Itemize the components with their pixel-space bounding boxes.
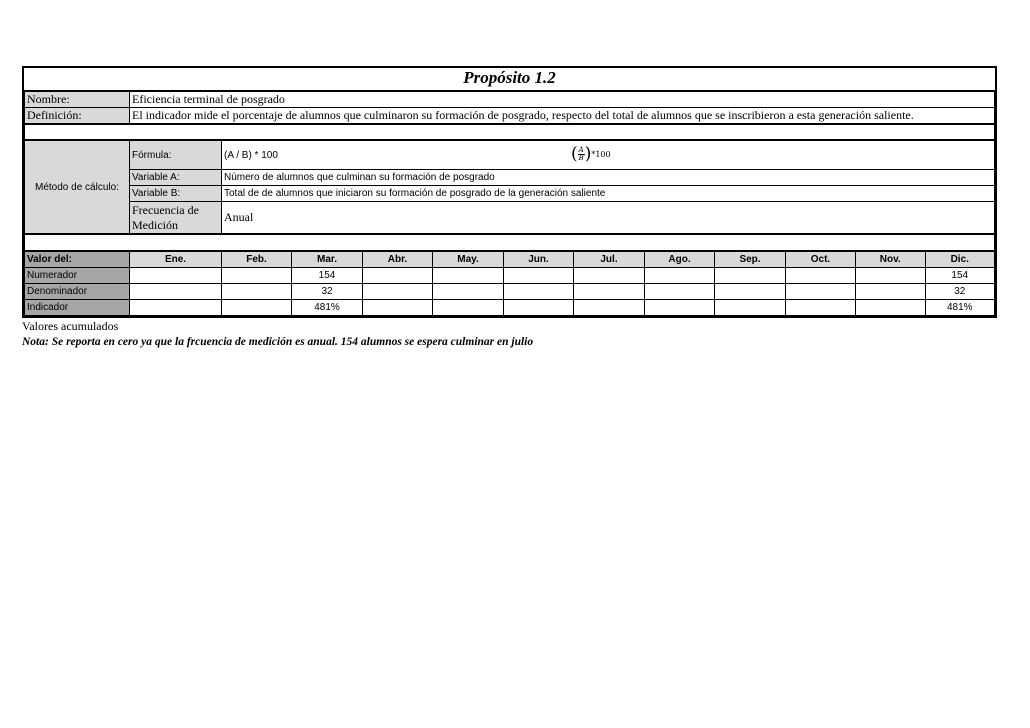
table-cell [574,300,645,316]
freq-label: Frecuencia de Medición [130,202,222,234]
table-cell [856,300,926,316]
table-cell: 32 [292,284,363,300]
values-header-row [25,252,995,268]
method-label: Método de cálculo: [25,141,130,234]
definicion-value: El indicador mide el porcentaje de alumnos que culminaron su formación de posgrado, respecto del total de alumnos que se inscribieron a esta generación saliente. [130,108,995,124]
formula-numerator: A [578,146,584,154]
table-cell [504,268,574,284]
var-b-row [25,186,995,202]
table-cell: 32 [925,284,995,300]
table-cell [222,300,292,316]
month-header: Feb. [222,252,292,268]
page-title: Propósito 1.2 [24,68,995,91]
report-note: Nota: Se reporta en cero ya que la frcuencia de medición es anual. 154 alumnos se espera culminar en julio [22,336,534,348]
spacer-row-2 [24,234,995,251]
indicator-sheet [22,66,997,348]
row-label-indicador: Indicador [25,300,130,316]
table-cell [715,300,786,316]
freq-row [25,202,995,234]
table-cell [856,284,926,300]
table-cell [715,268,786,284]
formula-denominator: B [578,154,584,162]
info-table [24,91,995,124]
month-header: Dic. [925,252,995,268]
formula-suffix: *100 [591,150,611,159]
table-cell [504,284,574,300]
formula-rendered: ( $\frac{A}{B}$ ) *100 [571,144,611,164]
table-cell [363,284,433,300]
table-cell [130,268,222,284]
indicator-box [22,66,997,318]
definicion-label: Definición: [25,108,130,124]
table-cell: 154 [925,268,995,284]
var-a-value: Número de alumnos que culminan su formación de posgrado [222,170,995,186]
nombre-row [25,92,995,108]
table-row [25,284,995,300]
table-cell [574,268,645,284]
table-cell [433,268,504,284]
freq-value: Anual [222,202,995,234]
month-header: Mar. [292,252,363,268]
table-cell [222,268,292,284]
formula-value: (A / B) * 100 [224,149,278,161]
values-header-label: Valor del: [25,252,130,268]
table-cell: 481% [292,300,363,316]
definicion-row [25,108,995,124]
formula-cell [222,141,995,170]
values-table [24,251,995,316]
table-cell [222,284,292,300]
spacer-row-1 [24,124,995,140]
table-cell: 154 [292,268,363,284]
month-header: Jun. [504,252,574,268]
nombre-value: Eficiencia terminal de posgrado [130,92,995,108]
table-cell [363,300,433,316]
var-a-row [25,170,995,186]
method-table [24,140,995,234]
table-row [25,268,995,284]
row-label-denominador: Denominador [25,284,130,300]
table-cell [504,300,574,316]
table-row [25,300,995,316]
table-cell [433,300,504,316]
month-header: Nov. [856,252,926,268]
table-cell [433,284,504,300]
table-cell [786,300,856,316]
table-cell: 481% [925,300,995,316]
table-cell [645,284,715,300]
table-cell [715,284,786,300]
formula-row [25,141,995,170]
var-b-label: Variable B: [130,186,222,202]
table-cell [645,300,715,316]
month-header: May. [433,252,504,268]
accumulated-note: Valores acumulados [22,319,119,333]
row-label-numerador: Numerador [25,268,130,284]
month-header: Jul. [574,252,645,268]
formula-label: Fórmula: [130,141,222,170]
nombre-label: Nombre: [25,92,130,108]
month-header: Ene. [130,252,222,268]
month-header: Sep. [715,252,786,268]
table-cell [786,268,856,284]
month-header: Abr. [363,252,433,268]
table-cell [574,284,645,300]
var-a-label: Variable A: [130,170,222,186]
month-header: Ago. [645,252,715,268]
table-cell [363,268,433,284]
table-cell [130,284,222,300]
table-cell [130,300,222,316]
month-header: Oct. [786,252,856,268]
table-cell [786,284,856,300]
table-cell [856,268,926,284]
var-b-value: Total de de alumnos que iniciaron su formación de posgrado de la generación saliente [222,186,995,202]
table-cell [645,268,715,284]
